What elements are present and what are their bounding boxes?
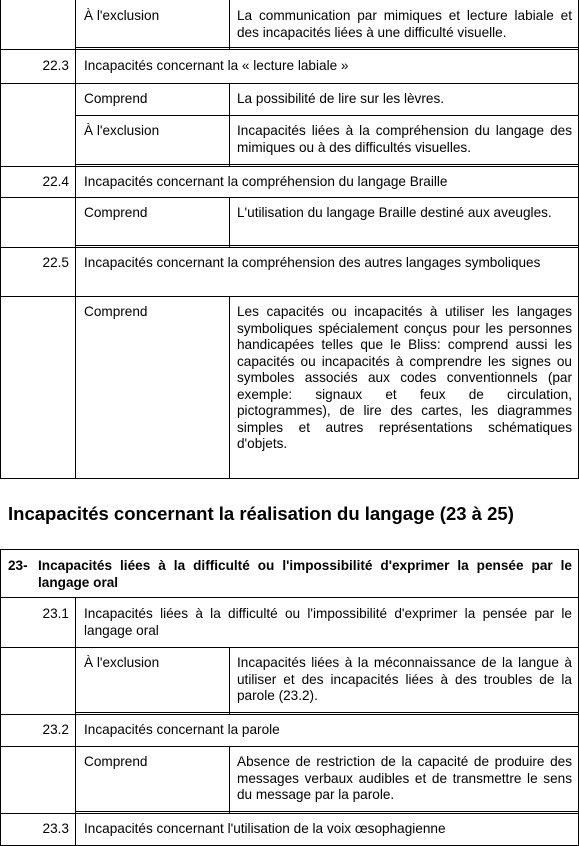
row-title: Incapacités concernant l'utilisation de la voix œsophagienne — [84, 821, 446, 836]
row-title: Incapacités concernant la parole — [84, 722, 280, 737]
table-rule — [229, 746, 230, 813]
table-rule — [75, 712, 579, 713]
table-rule — [0, 247, 579, 248]
table-rule — [0, 549, 579, 550]
table-rule — [229, 83, 230, 166]
row-code: 23.2 — [42, 722, 69, 737]
row-title: Incapacités concernant la « lecture labiale » — [84, 58, 349, 73]
table-rule — [75, 811, 579, 812]
section-heading: Incapacités concernant la réalisation du langage (23 à 25) — [8, 503, 514, 524]
table-rule — [0, 647, 579, 648]
row-code: 23.3 — [42, 821, 69, 836]
table-rule — [0, 746, 579, 747]
row-label: Comprend — [84, 205, 148, 220]
table-rule — [0, 49, 579, 50]
table-rule — [229, 0, 230, 49]
row-label: Comprend — [84, 91, 148, 106]
row-text: Les capacités ou incapacités à utiliser les langages symboliques spécialement conçus pour les personnes handicapées telles que le Bliss: comprend aussi les capacités ou incapacités à comprendre les signes ou symboles associés aux codes conventionnels (par exemple: signaux et feux de circulation, pictogrammes), de lire des cartes, les diagrammes simples et autres représentations schématiques d'objets. — [237, 304, 572, 451]
table-rule — [0, 549, 1, 846]
table-rule — [75, 597, 76, 846]
table-rule — [0, 813, 579, 814]
row-code: 22.3 — [42, 58, 69, 73]
table-rule — [229, 197, 230, 247]
table-rule — [75, 164, 579, 165]
row-text: La possibilité de lire sur les lèvres. — [237, 91, 445, 106]
row-code: 23.1 — [42, 606, 69, 621]
row-label: À l'exclusion — [84, 123, 160, 138]
table-rule — [0, 166, 579, 167]
table-rule — [229, 647, 230, 714]
table-rule — [0, 597, 579, 598]
table-rule — [75, 245, 579, 246]
row-title: Incapacités concernant la compréhension du langage Braille — [84, 174, 448, 189]
table-rule — [75, 0, 76, 478]
row-label: À l'exclusion — [84, 655, 160, 670]
row-text: Absence de restriction de la capacité de produire des messages verbaux audibles et de transmettre le sens du message par la parole. — [237, 754, 572, 802]
table-rule — [0, 714, 579, 715]
table-rule — [0, 83, 579, 84]
row-label: Comprend — [84, 304, 148, 319]
row-label: À l'exclusion — [84, 8, 160, 23]
row-text: Incapacités liées à la méconnaissance de la langue à utiliser et des incapacités liées à des troubles de la parole (23.2). — [237, 655, 572, 703]
row-text: La communication par mimiques et lecture labiale et des incapacités liées à une difficulté visuelle. — [237, 8, 572, 40]
table-rule — [75, 115, 579, 116]
row-title: Incapacités liées à la difficulté ou l'impossibilité d'exprimer la pensée par le langage oral — [84, 606, 572, 638]
row-text: Incapacités liées à la compréhension du langage des mimiques ou à des difficultés visuelles. — [237, 123, 572, 155]
row-code: 22.5 — [42, 255, 69, 270]
row-code: 22.4 — [42, 174, 69, 189]
table-rule — [75, 47, 579, 48]
table-rule — [0, 197, 579, 198]
row-text: L'utilisation du langage Braille destiné aux aveugles. — [237, 205, 552, 220]
group-code: 23- — [8, 558, 28, 573]
table-rule — [0, 0, 1, 478]
table-rule — [229, 296, 230, 478]
table-rule — [0, 296, 579, 297]
row-label: Comprend — [84, 754, 148, 769]
table-rule — [0, 478, 579, 479]
group-title: Incapacités liées à la difficulté ou l'impossibilité d'exprimer la pensée par le langage oral — [38, 558, 572, 590]
row-title: Incapacités concernant la compréhension des autres langages symboliques — [84, 255, 541, 270]
